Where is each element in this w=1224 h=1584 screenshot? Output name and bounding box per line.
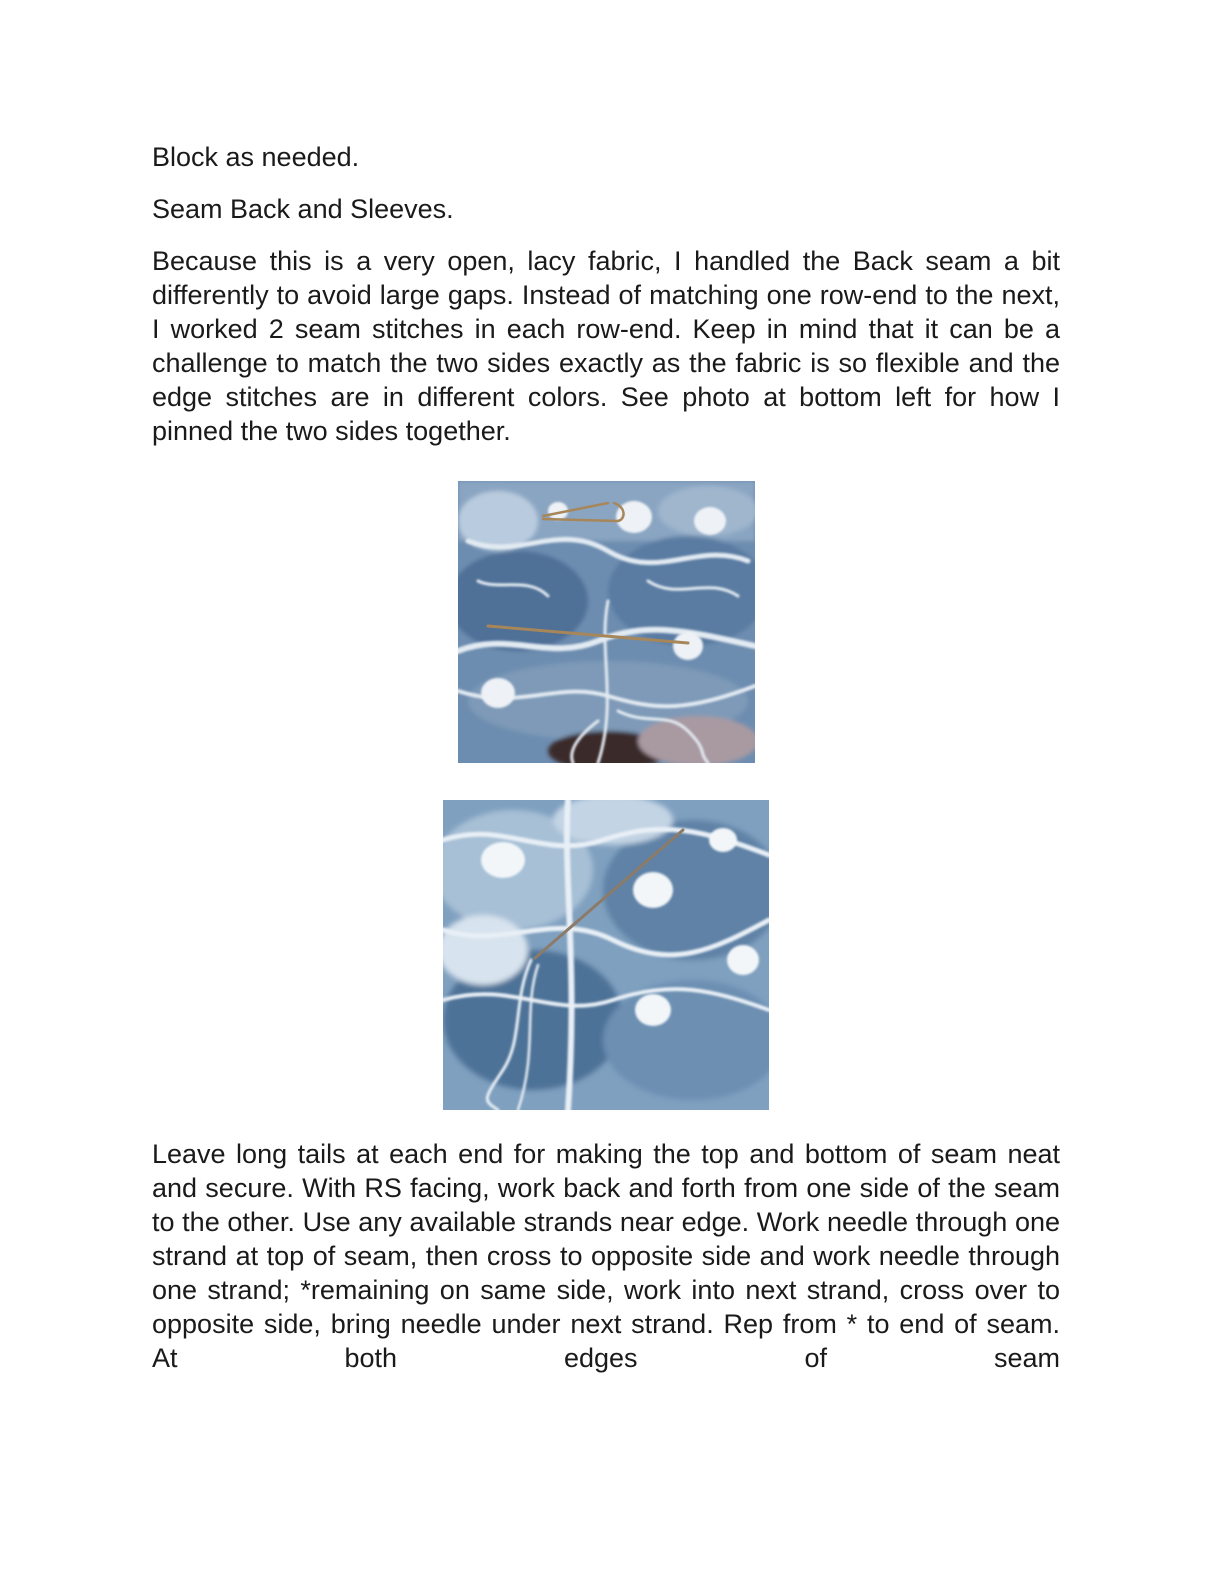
paragraph-block-as-needed: Block as needed. bbox=[152, 142, 360, 172]
paragraph-back-seam-explanation: Because this is a very open, lacy fabric, I handled the Back seam a bit differently to avoid large gaps. Instead of matching one row-end to the next, I worked 2 seam stitches in each row-end. Keep in mind that it can be a challenge to match the two sides exactly as the fabric is so flexible and the edge stitches are in different colors. See photo at bottom left for how I pinned the two sides together. bbox=[152, 246, 1060, 446]
paragraph-seam-back-sleeves: Seam Back and Sleeves. bbox=[152, 194, 454, 224]
photo-needle-through-seam bbox=[443, 800, 769, 1110]
photo-pinned-seam bbox=[458, 481, 755, 763]
paragraph-seaming-instructions: Leave long tails at each end for making the top and bottom of seam neat and secure. With RS facing, work back and forth from one side of the seam to the other. Use any available strands near edge. Work needle through one strand at top of seam, then cross to opposite side and work needle through one strand; *remaining on same side, work into next strand, cross over to opposite side, bring needle under next strand. Rep from * to end of seam. At both edges of seam bbox=[152, 1139, 1060, 1373]
page-content bbox=[152, 140, 1060, 448]
